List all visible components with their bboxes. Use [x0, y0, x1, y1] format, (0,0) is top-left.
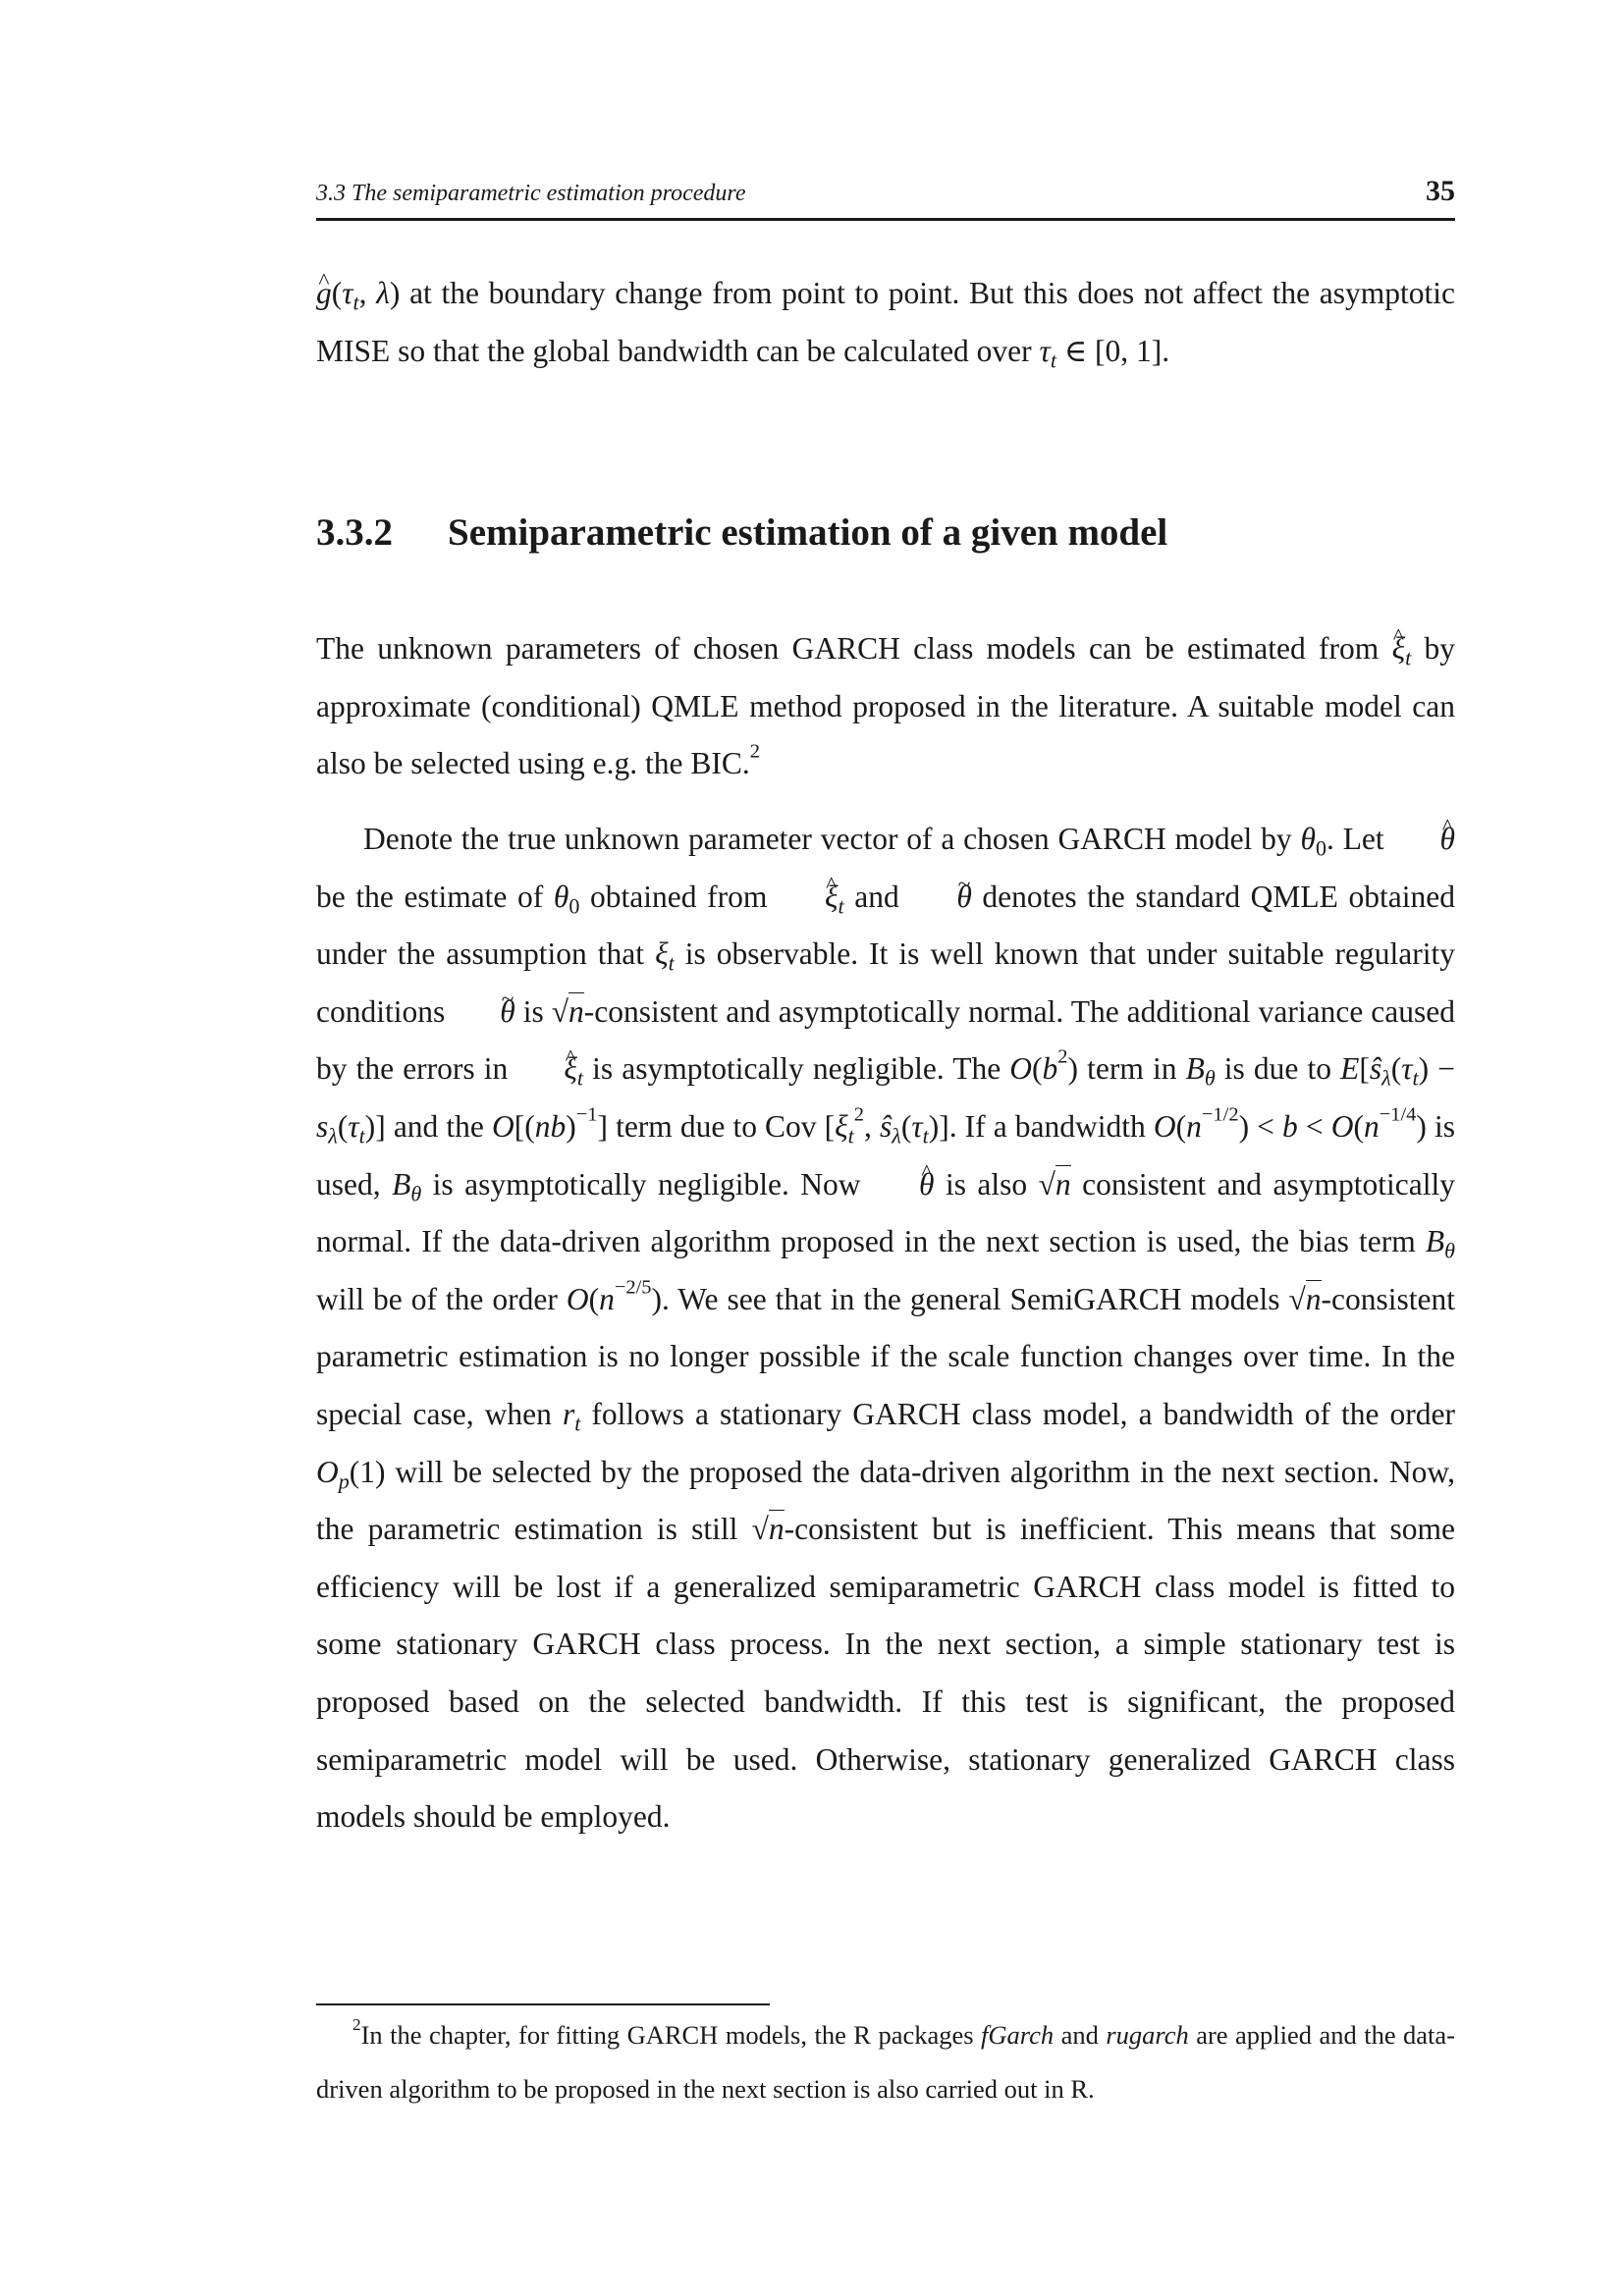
- p2-text: obtained from: [579, 879, 778, 914]
- p2-text: . We see that in the general SemiGARCH models: [662, 1281, 1289, 1316]
- p2-text: is due to: [1215, 1051, 1341, 1087]
- p2-text: is also: [934, 1166, 1039, 1201]
- p2-text: term due to Cov: [607, 1108, 825, 1144]
- paragraph-1-text-2: by approximate (conditional) QMLE method proposed in the literature. A suitable model can also be selected using e.g. the BIC.: [316, 631, 1456, 781]
- package-fgarch: fGarch: [981, 2020, 1055, 2050]
- p2-text: is: [514, 993, 552, 1029]
- p2-text: is observable. It is well known that under suitable regularity conditions: [316, 936, 1455, 1029]
- p2-text: -consistent and asymptotically normal. The additional variance caused by the errors in: [316, 993, 1455, 1087]
- p2-text: . If a bandwidth: [948, 1108, 1154, 1144]
- running-header: [316, 175, 1455, 221]
- footnote-text-1: In the chapter, for fitting GARCH models, the R packages: [360, 2020, 982, 2050]
- p2-text: -consistent parametric estimation is no longer possible if the scale function changes over time. In the special case, when: [316, 1281, 1455, 1431]
- p2-text: denotes the standard QMLE obtained under the assumption that: [316, 879, 1456, 972]
- p2-text: and the: [385, 1108, 492, 1144]
- p2-text: term in: [1078, 1051, 1186, 1087]
- p2-text: consistent and asymptotically normal. If the data-driven algorithm proposed in the next section is used, the bias term: [316, 1166, 1455, 1259]
- footnote-reference: 2: [749, 740, 761, 763]
- p2-text: and: [843, 879, 910, 914]
- paragraph-1: The unknown parameters of chosen GARCH class models can be estimated from ^ $\xi_t$ by approximate (conditional) QMLE method proposed in the literature. A suitable model can also be selected using e.g. the BIC.$^2$: [316, 620, 1455, 793]
- p2-text: will be of the order: [316, 1281, 567, 1316]
- package-rugarch: rugarch: [1106, 2020, 1189, 2050]
- running-title: 3.3 The semiparametric estimation procedure: [316, 181, 746, 206]
- paragraph-1-text-1: The unknown parameters of chosen GARCH class models can be estimated from: [316, 631, 1392, 666]
- p2-text: . Let: [1326, 822, 1393, 856]
- footnote-mark: 2: [352, 2015, 361, 2035]
- continued-text-1: ) at the boundary change from point to point. But this does not affect the asymptotic MISE so that the global bandwidth can be calculated over: [316, 276, 1455, 368]
- footnote-text-2: and: [1054, 2020, 1107, 2050]
- continued-paragraph: ^ $g(\tau_t$, λ) at the boundary change from point to point. But this does not affect the asymptotic MISE so that the global bandwidth can be calculated over $\tau_t$ ∈ [0, 1].: [316, 265, 1455, 380]
- p2-text: be the estimate of: [316, 879, 554, 914]
- p2-text: is asymptotically negligible. Now: [421, 1166, 873, 1201]
- footnote-rule: [316, 2003, 770, 2005]
- paragraph-2: Denote the true unknown parameter vector of a chosen GARCH model by $\theta_0$. Let ^ θ be the estimate of $\theta_0$ obtained from ^ $\xi_t$ and ~ θ denotes the standard QMLE obtained under the assumption that $\xi_t$ is observable. It is well known that under suitable regularity conditions ~ θ is √n-consistent and asymptotically normal. The additional variance caused by the errors in ^ $\xi_t$ is asymptotically negligible. The $O(b^2)$ term in $B_\theta$ is due to $E[ŝ_\lambda(\tau_t) - s_\lambda(\tau_t)]$ and the O[(nb)$^{-1}$] term due to Cov [$\xi_t^2$, $ŝ_\lambda(\tau_t)$]. If a bandwidth $O(n^{-1/2}) < b < O(n^{-1/4})$ is used, $B_\theta$ is asymptotically negligible. Now ^ θ is also √n consistent and asymptotically normal. If the data-driven algorithm proposed in the next section is used, the bias term $B_\theta$ will be of the order $O(n^{-2/5})$. We see that in the general SemiGARCH models √n-consistent parametric estimation is no longer possible if the scale function changes over time. In the special case, when $r_t$ follows a stationary GARCH class model, a bandwidth of the order $O_p(1)$ will be selected by the proposed the data-driven algorithm in the next section. Now, the parametric estimation is still √n-consistent but is inefficient. This means that some efficiency will be lost if a generalized semiparametric GARCH class model is fitted to some stationary GARCH class process. In the next section, a simple stationary test is proposed based on the selected bandwidth. If this test is significant, the proposed semiparametric model will be used. Otherwise, stationary generalized GARCH class models should be employed.: [316, 811, 1455, 1846]
- section-title: Semiparametric estimation of a given model: [448, 511, 1168, 554]
- footnote-text-3: are applied and the data-driven algorithm to be proposed in the next section is also carried out in R.: [316, 2020, 1456, 2104]
- continued-text-2: ∈ [0, 1].: [1056, 333, 1170, 368]
- p2-text: follows a stationary GARCH class model, a bandwidth of the order: [580, 1396, 1455, 1431]
- section-number: 3.3.2: [316, 511, 393, 554]
- page-number: 35: [1426, 175, 1455, 207]
- footnote: [316, 2008, 1455, 2116]
- section-heading: [316, 510, 1455, 555]
- p2-text: Denote the true unknown parameter vector of a chosen GARCH model by: [363, 822, 1301, 856]
- p2-text: is asymptotically negligible. The: [583, 1051, 1010, 1087]
- p2-text: is used,: [316, 1108, 1456, 1201]
- p2-text: will be selected by the proposed the data-driven algorithm in the next section. Now, the parametric estimation is still: [316, 1454, 1455, 1547]
- p2-text: -consistent but is inefficient. This means that some efficiency will be lost if a generalized semiparametric GARCH class model is fitted to some stationary GARCH class process. In the next section, a simple stationary test is proposed based on the selected bandwidth. If this test is significant, the proposed semiparametric model will be used. Otherwise, stationary generalized GARCH class models should be employed.: [316, 1512, 1455, 1835]
